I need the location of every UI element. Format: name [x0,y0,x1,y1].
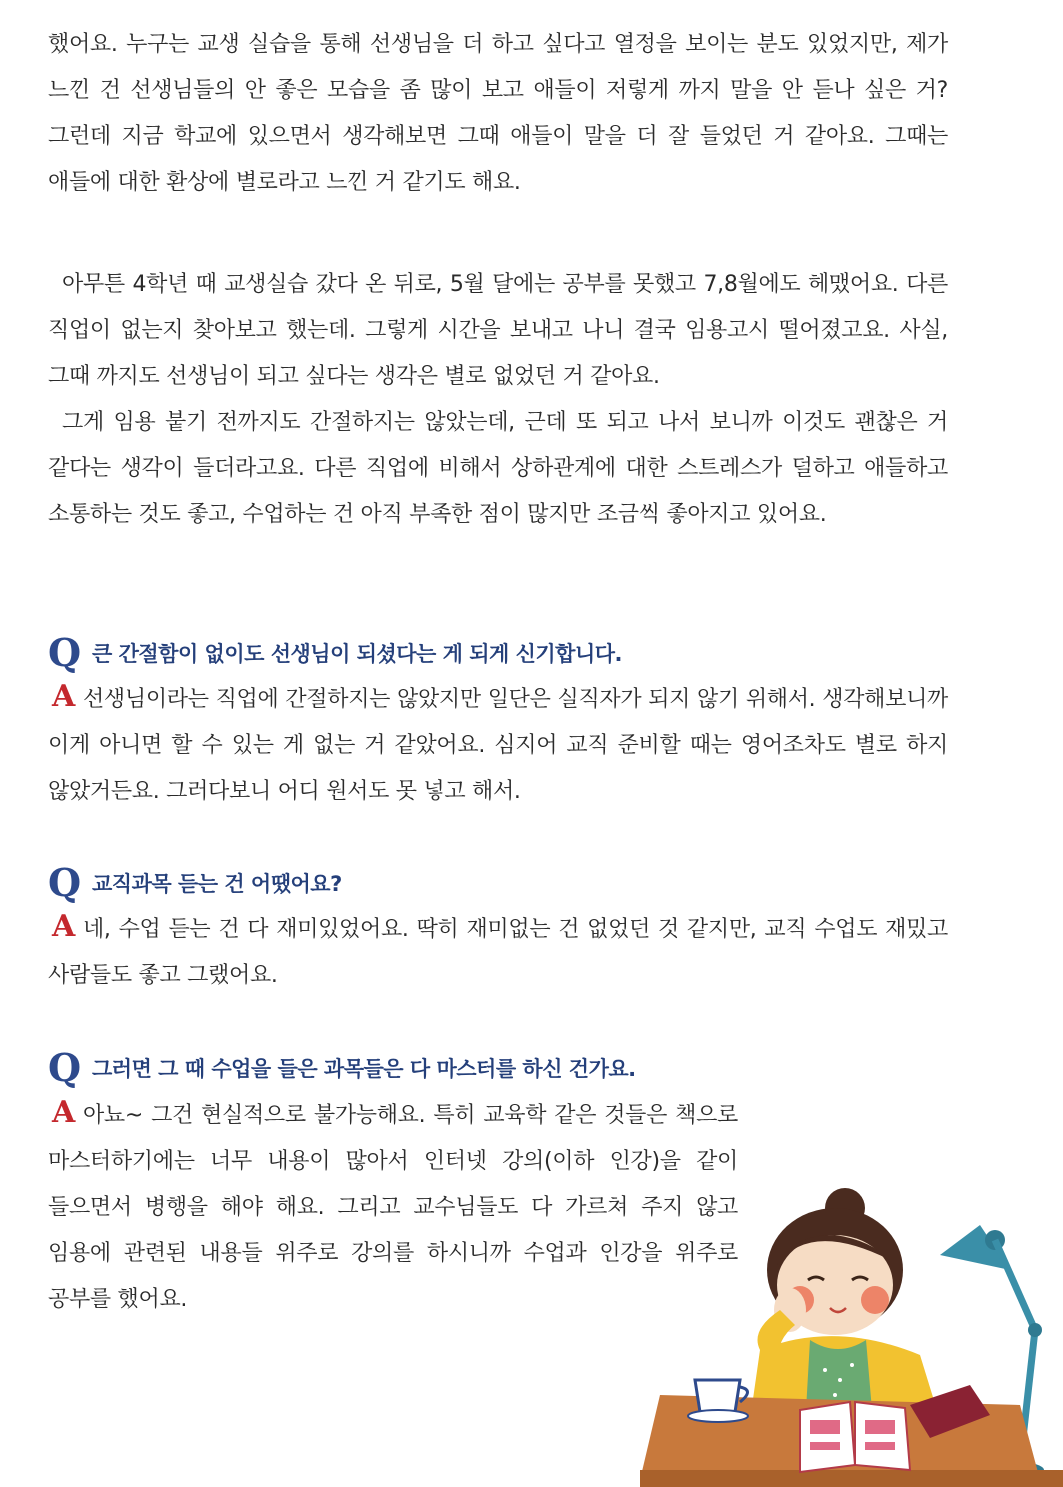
paragraph-1: 했어요. 누구는 교생 실습을 통해 선생님을 더 하고 싶다고 열정을 보이는 분도 있었지만, 제가 느낀 건 선생님들의 안 좋은 모습을 좀 많이 보고 애들이 저렇게 까지 말을 안 듣나 싶은 거? 그런데 지금 학교에 있으면서 생각해보면 그때 애들이 말을 더 잘 들었던 거 같아요. 그때는 애들에 대한 환상에 별로라고 느낀 거 같기도 해요. [48,32,948,195]
answer-3 [48,1090,738,1323]
a-mark: A [52,1095,75,1130]
a-mark: A [52,679,75,714]
q-mark: Q [48,630,82,675]
question-2 [48,860,988,906]
answer-1 [48,674,948,815]
question-3 [48,1045,988,1091]
studying-girl-illustration [640,1180,1063,1487]
q-mark: Q [48,860,82,905]
answer-text: 선생님이라는 직업에 간절하지는 않았지만 일단은 실직자가 되지 않기 위해서. 생각해보니까 이게 아니면 할 수 있는 게 없는 거 같았어요. 심지어 교직 준비할 때는 영어조차도 별로 하지 않았거든요. 그러다보니 어디 원서도 못 넣고 해서. [48,687,948,804]
q-mark: Q [48,1045,82,1090]
paragraph-3: 그게 임용 붙기 전까지도 간절하지는 않았는데, 근데 또 되고 나서 보니까 이것도 괜찮은 거 같다는 생각이 들더라고요. 다른 직업에 비해서 상하관계에 대한 스트레스가 덜하고 애들하고 소통하는 것도 좋고, 수업하는 건 아직 부족한 점이 많지만 조금씩 좋아지고 있어요. [48,410,948,527]
answer-text: 네, 수업 듣는 건 다 재미있었어요. 딱히 재미없는 건 없었던 것 같지만, 교직 수업도 재밌고 사람들도 좋고 그랬어요. [48,917,948,988]
a-mark: A [52,909,75,944]
question-text: 큰 간절함이 없이도 선생님이 되셨다는 게 되게 신기합니다. [92,642,623,666]
answer-2 [48,904,948,999]
open-book-icon [800,1402,910,1472]
question-text: 교직과목 듣는 건 어땠어요? [92,872,342,896]
paragraph-2: 아무튼 4학년 때 교생실습 갔다 온 뒤로, 5월 달에는 공부를 못했고 7,8월에도 헤맸어요. 다른 직업이 없는지 찾아보고 했는데. 그렇게 시간을 보내고 나니 결국 임용고시 떨어졌고요. 사실, 그때 까지도 선생님이 되고 싶다는 생각은 별로 없었던 거 같아요. [48,272,948,389]
question-text: 그러면 그 때 수업을 들은 과목들은 다 마스터를 하신 건가요. [92,1057,636,1081]
answer-text: 아뇨~ 그건 현실적으로 불가능해요. 특히 교육학 같은 것들은 책으로 마스터하기에는 너무 내용이 많아서 인터넷 강의(이하 인강)을 같이 들으면서 병행을 해야 해요. 그리고 교수님들도 다 가르쳐 주지 않고 임용에 관련된 내용들 위주로 강의를 하시니까 수업과 인강을 위주로 공부를 했어요. [48,1103,738,1312]
question-1 [48,630,988,676]
